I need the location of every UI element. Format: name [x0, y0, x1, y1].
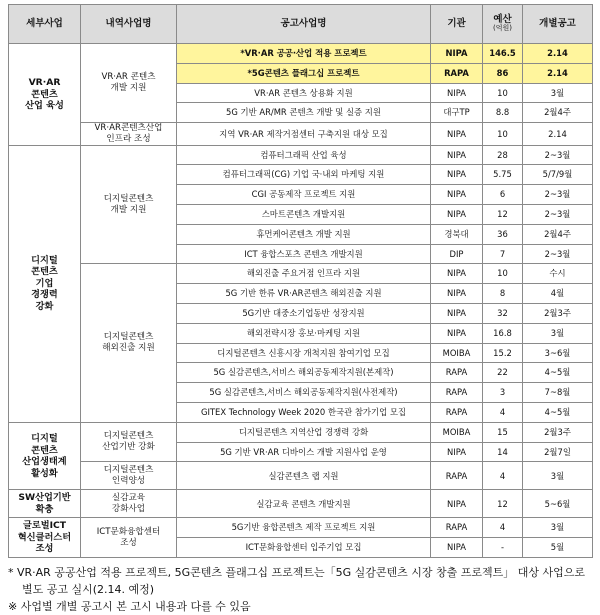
- agency-cell: NIPA: [431, 44, 483, 64]
- category-cell: 글로벌ICT 혁신클러스터 조성: [9, 518, 81, 558]
- agency-cell: MOIBA: [431, 422, 483, 442]
- program-name-cell: 해외전략시장 홍보·마케팅 지원: [177, 323, 431, 343]
- agency-cell: NIPA: [431, 304, 483, 324]
- budget-cell: 10: [483, 264, 523, 284]
- schedule-cell: 2.14: [523, 63, 593, 83]
- table-row: [9, 44, 593, 64]
- schedule-cell: 5/7/9월: [523, 165, 593, 185]
- header-individual-announcement: 개별공고: [523, 5, 593, 44]
- budget-cell: 16.8: [483, 323, 523, 343]
- budget-cell: 4: [483, 403, 523, 423]
- sub-program-cell: 디지털콘텐츠 산업기반 강화: [81, 422, 177, 462]
- schedule-cell: 4~5월: [523, 363, 593, 383]
- schedule-cell: 2.14: [523, 123, 593, 145]
- program-name-cell: 5G기반 융합콘텐츠 제작 프로젝트 지원: [177, 518, 431, 538]
- budget-cell: 86: [483, 63, 523, 83]
- schedule-cell: 3월: [523, 83, 593, 103]
- category-cell: VR·AR 콘텐츠 산업 육성: [9, 44, 81, 146]
- sub-program-cell: 디지털콘텐츠 개발 지원: [81, 145, 177, 264]
- program-name-cell: 휴먼케어콘텐츠 개발 지원: [177, 224, 431, 244]
- agency-cell: DIP: [431, 244, 483, 264]
- schedule-cell: 2월4주: [523, 103, 593, 123]
- sub-program-cell: VR·AR 콘텐츠 개발 지원: [81, 44, 177, 123]
- header-sub-program: 내역사업명: [81, 5, 177, 44]
- table-row: [9, 518, 593, 538]
- agency-cell: NIPA: [431, 442, 483, 462]
- budget-cell: 7: [483, 244, 523, 264]
- agency-cell: NIPA: [431, 264, 483, 284]
- schedule-cell: 5월: [523, 538, 593, 558]
- sub-program-cell: 디지털콘텐츠 인력양성: [81, 462, 177, 490]
- schedule-cell: 4월: [523, 284, 593, 304]
- schedule-cell: 2~3월: [523, 185, 593, 205]
- schedule-cell: 3~6월: [523, 343, 593, 363]
- budget-cell: 12: [483, 205, 523, 225]
- program-name-cell: VR·AR 콘텐츠 상용화 지원: [177, 83, 431, 103]
- budget-cell: 28: [483, 145, 523, 165]
- program-name-cell: 컴퓨터그래픽(CG) 기업 국·내외 마케팅 지원: [177, 165, 431, 185]
- agency-cell: RAPA: [431, 518, 483, 538]
- program-name-cell: 5G 기반 VR·AR 디바이스 개발 지원사업 운영: [177, 442, 431, 462]
- schedule-cell: 2~3월: [523, 244, 593, 264]
- budget-cell: 22: [483, 363, 523, 383]
- schedule-cell: 2월3주: [523, 422, 593, 442]
- header-agency: 기관: [431, 5, 483, 44]
- footnote-reference-mark: ※ 사업별 개별 공고시 본 고시 내용과 다를 수 있음: [8, 600, 251, 614]
- program-name-cell: 실감교육 콘텐츠 개발지원: [177, 490, 431, 518]
- program-name-cell: 컴퓨터그래픽 산업 육성: [177, 145, 431, 165]
- program-name-cell: 5G 실감콘텐츠,서비스 해외공동제작지원(사전제작): [177, 383, 431, 403]
- schedule-cell: 5~6월: [523, 490, 593, 518]
- agency-cell: NIPA: [431, 490, 483, 518]
- schedule-cell: 4~5월: [523, 403, 593, 423]
- agency-cell: NIPA: [431, 145, 483, 165]
- agency-cell: NIPA: [431, 83, 483, 103]
- agency-cell: RAPA: [431, 63, 483, 83]
- schedule-cell: 수시: [523, 264, 593, 284]
- budget-cell: 12: [483, 490, 523, 518]
- sub-program-cell: VR·AR콘텐츠산업 인프라 조성: [81, 123, 177, 145]
- budget-cell: 8.8: [483, 103, 523, 123]
- budget-cell: 5.75: [483, 165, 523, 185]
- budget-cell: 10: [483, 83, 523, 103]
- schedule-cell: 2~3월: [523, 145, 593, 165]
- budget-cell: 6: [483, 185, 523, 205]
- agency-cell: NIPA: [431, 123, 483, 145]
- footnote-star: * VR·AR 공공산업 적용 프로젝트, 5G콘텐츠 플래그십 프로젝트는「5G 실감콘텐츠 시장 창출 프로젝트」 대상 사업으로 별도 공고 실시(2.14. 예정): [8, 566, 585, 597]
- agency-cell: NIPA: [431, 538, 483, 558]
- schedule-cell: 3월: [523, 462, 593, 490]
- budget-cell: 4: [483, 462, 523, 490]
- table-body: [9, 44, 593, 558]
- program-name-cell: ICT 융합스포츠 콘텐츠 개발지원: [177, 244, 431, 264]
- header-announcement-program: 공고사업명: [177, 5, 431, 44]
- program-name-cell: 실감콘텐츠 랩 지원: [177, 462, 431, 490]
- table-header-row: [9, 5, 593, 44]
- program-name-cell: *5G콘텐츠 플래그십 프로젝트: [177, 63, 431, 83]
- header-detail-program: 세부사업: [9, 5, 81, 44]
- budget-cell: 15: [483, 422, 523, 442]
- agency-cell: 대구TP: [431, 103, 483, 123]
- table-row: [9, 422, 593, 442]
- schedule-cell: 3월: [523, 323, 593, 343]
- agency-cell: NIPA: [431, 185, 483, 205]
- budget-cell: 8: [483, 284, 523, 304]
- schedule-cell: 2~3월: [523, 205, 593, 225]
- program-name-cell: 해외진출 주요거점 인프라 지원: [177, 264, 431, 284]
- program-name-cell: 디지털콘텐츠 지역산업 경쟁력 강화: [177, 422, 431, 442]
- agency-cell: NIPA: [431, 323, 483, 343]
- program-name-cell: 5G 기반 AR/MR 콘텐츠 개발 및 실증 지원: [177, 103, 431, 123]
- announcement-document: [8, 4, 592, 615]
- budget-cell: 15.2: [483, 343, 523, 363]
- category-cell: SW산업기반 확충: [9, 490, 81, 518]
- schedule-cell: 2월3주: [523, 304, 593, 324]
- footnotes: [8, 564, 592, 615]
- sub-program-cell: 실감교육 강화사업: [81, 490, 177, 518]
- budget-cell: 14: [483, 442, 523, 462]
- program-name-cell: ICT문화융합센터 입주기업 모집: [177, 538, 431, 558]
- header-budget-label: 예산: [493, 13, 512, 25]
- budget-cell: -: [483, 538, 523, 558]
- category-cell: 디지털 콘텐츠 산업생태계 활성화: [9, 422, 81, 490]
- table-row: [9, 490, 593, 518]
- program-schedule-table: [8, 4, 593, 558]
- agency-cell: 경북대: [431, 224, 483, 244]
- program-name-cell: CGI 공동제작 프로젝트 지원: [177, 185, 431, 205]
- header-budget-unit: (억원): [493, 24, 512, 33]
- schedule-cell: 7~8월: [523, 383, 593, 403]
- agency-cell: RAPA: [431, 403, 483, 423]
- budget-cell: 10: [483, 123, 523, 145]
- agency-cell: RAPA: [431, 363, 483, 383]
- agency-cell: RAPA: [431, 462, 483, 490]
- schedule-cell: 2월4주: [523, 224, 593, 244]
- table-row: [9, 145, 593, 165]
- program-name-cell: GITEX Technology Week 2020 한국관 참가기업 모집: [177, 403, 431, 423]
- schedule-cell: 3월: [523, 518, 593, 538]
- program-name-cell: 디지털콘텐츠 신흥시장 개척지원 참여기업 모집: [177, 343, 431, 363]
- program-name-cell: 5G 실감콘텐츠,서비스 해외공동제작지원(본제작): [177, 363, 431, 383]
- program-name-cell: 스마트콘텐츠 개발지원: [177, 205, 431, 225]
- sub-program-cell: ICT문화융합센터 조성: [81, 518, 177, 558]
- agency-cell: MOIBA: [431, 343, 483, 363]
- program-name-cell: *VR·AR 공공·산업 적용 프로젝트: [177, 44, 431, 64]
- category-cell: 디지털 콘텐츠 기업 경쟁력 강화: [9, 145, 81, 422]
- program-name-cell: 5G 기반 한류 VR·AR콘텐츠 해외진출 지원: [177, 284, 431, 304]
- program-name-cell: 5G기반 대중소기업동반 성장지원: [177, 304, 431, 324]
- agency-cell: NIPA: [431, 205, 483, 225]
- budget-cell: 36: [483, 224, 523, 244]
- schedule-cell: 2월7일: [523, 442, 593, 462]
- budget-cell: 4: [483, 518, 523, 538]
- agency-cell: RAPA: [431, 383, 483, 403]
- header-budget: [483, 5, 523, 44]
- agency-cell: NIPA: [431, 284, 483, 304]
- agency-cell: NIPA: [431, 165, 483, 185]
- budget-cell: 146.5: [483, 44, 523, 64]
- budget-cell: 3: [483, 383, 523, 403]
- table-row: [9, 462, 593, 490]
- schedule-cell: 2.14: [523, 44, 593, 64]
- sub-program-cell: 디지털콘텐츠 해외진출 지원: [81, 264, 177, 422]
- program-name-cell: 지역 VR·AR 제작거점센터 구축지원 대상 모집: [177, 123, 431, 145]
- table-row: [9, 264, 593, 284]
- table-row: [9, 123, 593, 145]
- budget-cell: 32: [483, 304, 523, 324]
